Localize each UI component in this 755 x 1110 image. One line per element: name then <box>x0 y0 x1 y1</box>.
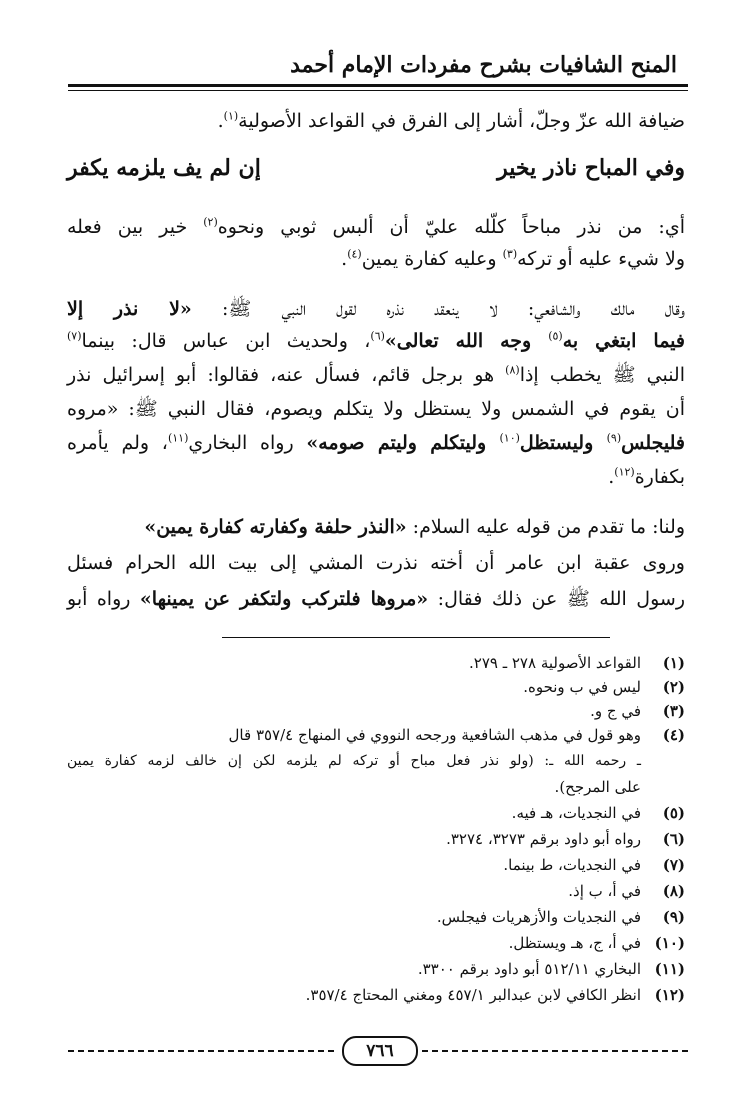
footnote-number: (٧) <box>662 856 685 874</box>
hadith-text: «النذر حلفة وكفارته كفارة يمين» <box>144 516 407 538</box>
footnote-text: رواه أبو داود برقم ٣٢٧٣، ٣٢٧٤. <box>446 830 641 848</box>
body-line-3f <box>67 462 685 492</box>
body-text: ضيافة الله عزّ وجلّ، أشار إلى الفرق في القواعد الأصولية <box>238 110 685 132</box>
footnote-ref: (٢) <box>203 215 218 229</box>
footnote-ref: (١٢) <box>614 465 635 479</box>
footnote-number: (٣) <box>662 702 685 720</box>
footnote-text: انظر الكافي لابن عبدالبر ٤٥٧/١ ومغني المحتاج ٣٥٧/٤. <box>305 986 641 1004</box>
body-text: وعليه كفارة يمين <box>361 248 503 270</box>
body-line-3b <box>67 326 685 356</box>
hadith-text: وجه الله تعالى» <box>384 330 549 352</box>
body-text: رواه البخاري <box>188 432 307 454</box>
footnote-2 <box>67 676 685 699</box>
footnote-text: في النجديات والأزهريات فيجلس. <box>436 908 641 926</box>
page-number: ٧٦٦ <box>342 1036 418 1066</box>
footnote-text: في أ، ب إذ. <box>568 882 641 900</box>
footnote-ref: (١١) <box>167 431 189 445</box>
footnote-ref: (٥) <box>548 329 563 343</box>
body-text: وروى عقبة ابن عامر أن أخته نذرت المشي إلى بيت الله الحرام فسئل <box>67 552 685 574</box>
footnote-text: في ج و. <box>590 702 641 720</box>
footnote-ref: (٣) <box>502 247 518 261</box>
hadith-text: وليستظل <box>519 432 607 454</box>
footnote-8 <box>67 880 685 903</box>
footnote-4 <box>67 724 685 747</box>
body-text: ، ولحديث ابن عباس قال: بينما <box>81 330 371 352</box>
body-text: ، ولم يأمره <box>67 432 168 454</box>
body-line-3e <box>67 428 685 458</box>
footnote-text: ليس في ب ونحوه. <box>523 678 641 696</box>
footnote-number: (١) <box>662 654 685 672</box>
body-line-4c <box>67 584 685 614</box>
footnote-number: (٢) <box>662 678 685 696</box>
footnote-ref: (٤) <box>347 247 362 261</box>
verse-hemistich-second: إن لم يف يلزمه يكفر <box>67 155 261 181</box>
footnote-1 <box>67 652 685 675</box>
verse-hemistich-first: وفي المباح ناذر يخير <box>497 155 685 181</box>
footnote-number: (١٢) <box>654 986 685 1004</box>
footnote-text: وهو قول في مذهب الشافعية ورجحه النووي في المنهاج ٣٥٧/٤ قال <box>228 726 641 744</box>
body-line-4a <box>67 512 685 542</box>
footnote-text: في أ، ج، هـ ويستظل. <box>508 934 641 952</box>
footer-dash-left <box>68 1050 334 1052</box>
footnote-3 <box>67 700 685 723</box>
hadith-text: فليجلس <box>621 432 685 454</box>
footnote-4-continuation-1: ـ رحمه الله ـ: (ولو نذر فعل مباح أو تركه لم يلزمه لكن إن خالف لزمه كفارة يمين <box>67 753 641 769</box>
hadith-text: «لا نذر إلا <box>67 298 192 320</box>
footnote-ref: (٨) <box>505 363 520 377</box>
body-text: ولنا: ما تقدم من قوله عليه السلام: <box>406 516 685 538</box>
footnote-6 <box>67 828 685 851</box>
footnote-number: (٤) <box>662 726 685 744</box>
body-line-2b <box>67 244 685 274</box>
body-text: خير بين فعله <box>67 216 204 238</box>
footnote-text: القواعد الأصولية ٢٧٨ ـ ٢٧٩. <box>468 654 641 672</box>
header-rule-thin <box>68 90 688 91</box>
body-line-2a <box>67 212 685 242</box>
body-text: أي: من نذر مباحاً كلّله عليّ أن ألبس ثوبي ونحوه <box>217 216 685 238</box>
footnote-text: في النجديات، هـ فيه. <box>511 804 641 822</box>
footnote-ref: (٧) <box>67 329 82 343</box>
footnote-ref: (٩) <box>606 431 622 445</box>
footnote-number: (٥) <box>662 804 685 822</box>
hadith-text: «مروها فلتركب ولتكفر عن يمينها» <box>139 588 429 610</box>
footnote-separator <box>222 637 610 638</box>
hadith-text: فيما ابتغي به <box>562 330 685 352</box>
body-text: ولا شيء عليه أو تركه <box>517 248 685 270</box>
body-text: النبي ﷺ يخطب إذا <box>519 364 685 386</box>
body-line-3d <box>67 394 685 424</box>
body-line-3c <box>67 360 685 390</box>
body-text: . <box>217 110 224 132</box>
footnote-text: البخاري ٥١٢/١١ أبو داود برقم ٣٣٠٠. <box>417 960 641 978</box>
footnote-number: (٦) <box>662 830 685 848</box>
body-text: رسول الله ﷺ عن ذلك فقال: <box>428 588 685 610</box>
footnote-number: (٨) <box>662 882 685 900</box>
body-text: هو برجل قائم، فسأل عنه، فقالوا: أبو إسرائيل نذر <box>67 364 506 386</box>
header-rule-thick <box>68 84 688 87</box>
footnote-number: (١١) <box>654 960 685 978</box>
verse-line <box>67 148 685 188</box>
body-text: وقال مالك والشافعي: لا ينعقد نذره لقول النبي ﷺ: <box>191 298 685 320</box>
footnote-4-continuation-2: على المرجح). <box>554 778 641 796</box>
body-text: . <box>608 466 615 488</box>
footnote-11 <box>67 958 685 981</box>
body-line-1 <box>67 106 685 136</box>
body-text: أن يقوم في الشمس ولا يستظل ولا يتكلم ويصوم، فقال النبي ﷺ: «مروه <box>67 398 685 420</box>
body-line-3a <box>67 294 685 324</box>
running-title: المنح الشافيات بشرح مفردات الإمام أحمد <box>290 52 677 78</box>
body-text: رواه أبو <box>67 588 140 610</box>
body-line-4b <box>67 548 685 578</box>
footnote-ref: (١) <box>223 109 239 123</box>
footnote-10 <box>67 932 685 955</box>
footnote-5 <box>67 802 685 825</box>
body-text: . <box>341 248 348 270</box>
footnote-12 <box>67 984 685 1007</box>
footnote-ref: (٦) <box>370 329 385 343</box>
footnote-ref: (١٠) <box>499 431 520 445</box>
footer-dash-right <box>422 1050 688 1052</box>
footnote-text: في النجديات، ط بينما. <box>503 856 641 874</box>
footnote-number: (٩) <box>662 908 685 926</box>
footnote-9 <box>67 906 685 929</box>
hadith-text: وليتكلم وليتم صومه» <box>306 432 500 454</box>
footnote-number: (١٠) <box>654 934 685 952</box>
body-text: بكفارة <box>634 466 685 488</box>
footnote-7 <box>67 854 685 877</box>
